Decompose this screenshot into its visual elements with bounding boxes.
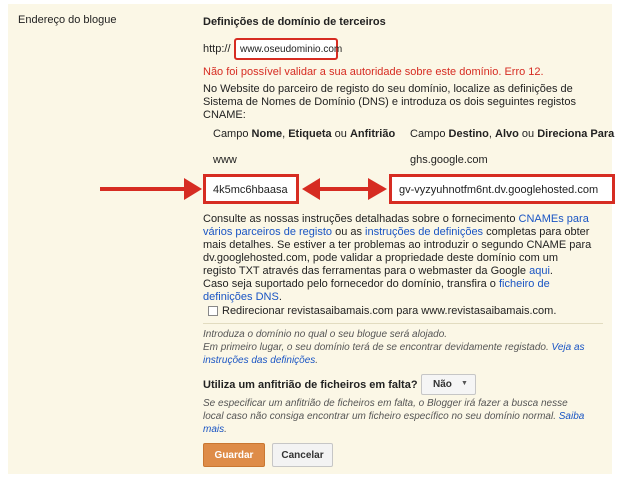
col-header-name: Campo Nome, Etiqueta ou Anfitrião [213, 128, 396, 140]
save-button[interactable]: Guardar [203, 443, 265, 467]
help-line-1: Consulte as nossas instruções detalhadas sobre o fornecimento CNAMEs para [203, 213, 589, 225]
row1-name: www [213, 154, 237, 166]
arrow-double-icon [302, 178, 387, 200]
instructions-line-3: CNAME: [203, 109, 246, 121]
settings-instructions-link-2[interactable]: instruções das definições [203, 355, 316, 366]
help-line-6: Caso seja suportado pelo fornecedor do domínio, transfira o ficheiro de [203, 278, 550, 290]
blog-address-label: Endereço do blogue [18, 14, 117, 26]
cancel-button[interactable]: Cancelar [272, 443, 333, 467]
settings-instructions-link[interactable]: instruções de definições [365, 226, 484, 238]
missing-files-desc-2: local caso não consiga encontrar um ficheiro específico no seu domínio normal. Saiba [203, 411, 585, 422]
row1-target: ghs.google.com [410, 154, 488, 166]
error-message: Não foi possível validar a sua autoridade sobre este domínio. Erro 12. [203, 66, 544, 78]
help-line-5: registo TXT através das ferramentas para o webmaster da Google aqui. [203, 265, 553, 277]
redirect-label: Redirecionar revistasaibamais.com para www.revistasaibamais.com. [222, 305, 557, 317]
missing-files-desc-3: mais. [203, 424, 227, 435]
dns-file-link-cont[interactable]: definições DNS [203, 291, 279, 303]
hint-line-3: instruções das definições. [203, 355, 319, 366]
instructions-line-1: No Website do parceiro de registo do seu domínio, localize as definições de [203, 83, 573, 95]
instructions-line-2: Sistema de Nomes de Domínio (DNS) e introduza os dois seguintes registos [203, 96, 576, 108]
missing-files-question: Utiliza um anfitrião de ficheiros em falta? [203, 379, 418, 391]
cnames-link[interactable]: CNAMEs para [518, 213, 589, 225]
missing-files-select[interactable] [421, 374, 476, 395]
dns-file-link[interactable]: ficheiro de [498, 278, 550, 290]
help-line-7: definições DNS. [203, 291, 282, 303]
hint-line-2: Em primeiro lugar, o seu domínio terá de se encontrar devidamente registado. Veja as [203, 342, 585, 353]
redirect-checkbox[interactable] [208, 306, 218, 316]
hint-line-1: Introduza o domínio no qual o seu blogue será alojado. [203, 329, 448, 340]
help-line-2: vários parceiros de registo ou as instruções de definições completas para obter [203, 226, 590, 238]
missing-files-desc-1: Se especificar um anfitrião de ficheiros em falta, o Blogger irá fazer a busca nesse [203, 398, 568, 409]
http-prefix: http:// [203, 43, 231, 55]
chevron-down-icon: ▼ [461, 380, 468, 387]
annotation-arrows [0, 170, 620, 210]
learn-more-link[interactable]: Saiba [558, 411, 585, 422]
divider-1 [203, 323, 603, 324]
webmaster-here-link[interactable]: aqui [529, 265, 550, 277]
arrow-right-icon [100, 178, 202, 200]
help-line-4: dv.googlehosted.com, pode validar a propriedade deste domínio com um [203, 252, 559, 264]
learn-more-link-cont[interactable]: mais [203, 424, 225, 435]
help-line-3: mais detalhes. Se estiver a ter problemas ao introduzir o segundo CNAME para [203, 239, 592, 251]
domain-url-input[interactable] [234, 38, 343, 60]
row2-name: 4k5mc6hbaasa [213, 184, 288, 196]
domain-url-value: www.oseudominio.com [240, 44, 343, 55]
section-title: Definições de domínio de terceiros [203, 16, 386, 28]
registrars-link[interactable]: vários parceiros de registo [203, 226, 333, 238]
row2-target: gv-vyzyuhnotfm6nt.dv.googlehosted.com [399, 184, 599, 196]
missing-files-select-value: Não [433, 379, 452, 390]
see-instructions-link[interactable]: Veja as [551, 342, 585, 353]
col-header-target: Campo Destino, Alvo ou Direciona Para [410, 128, 615, 140]
